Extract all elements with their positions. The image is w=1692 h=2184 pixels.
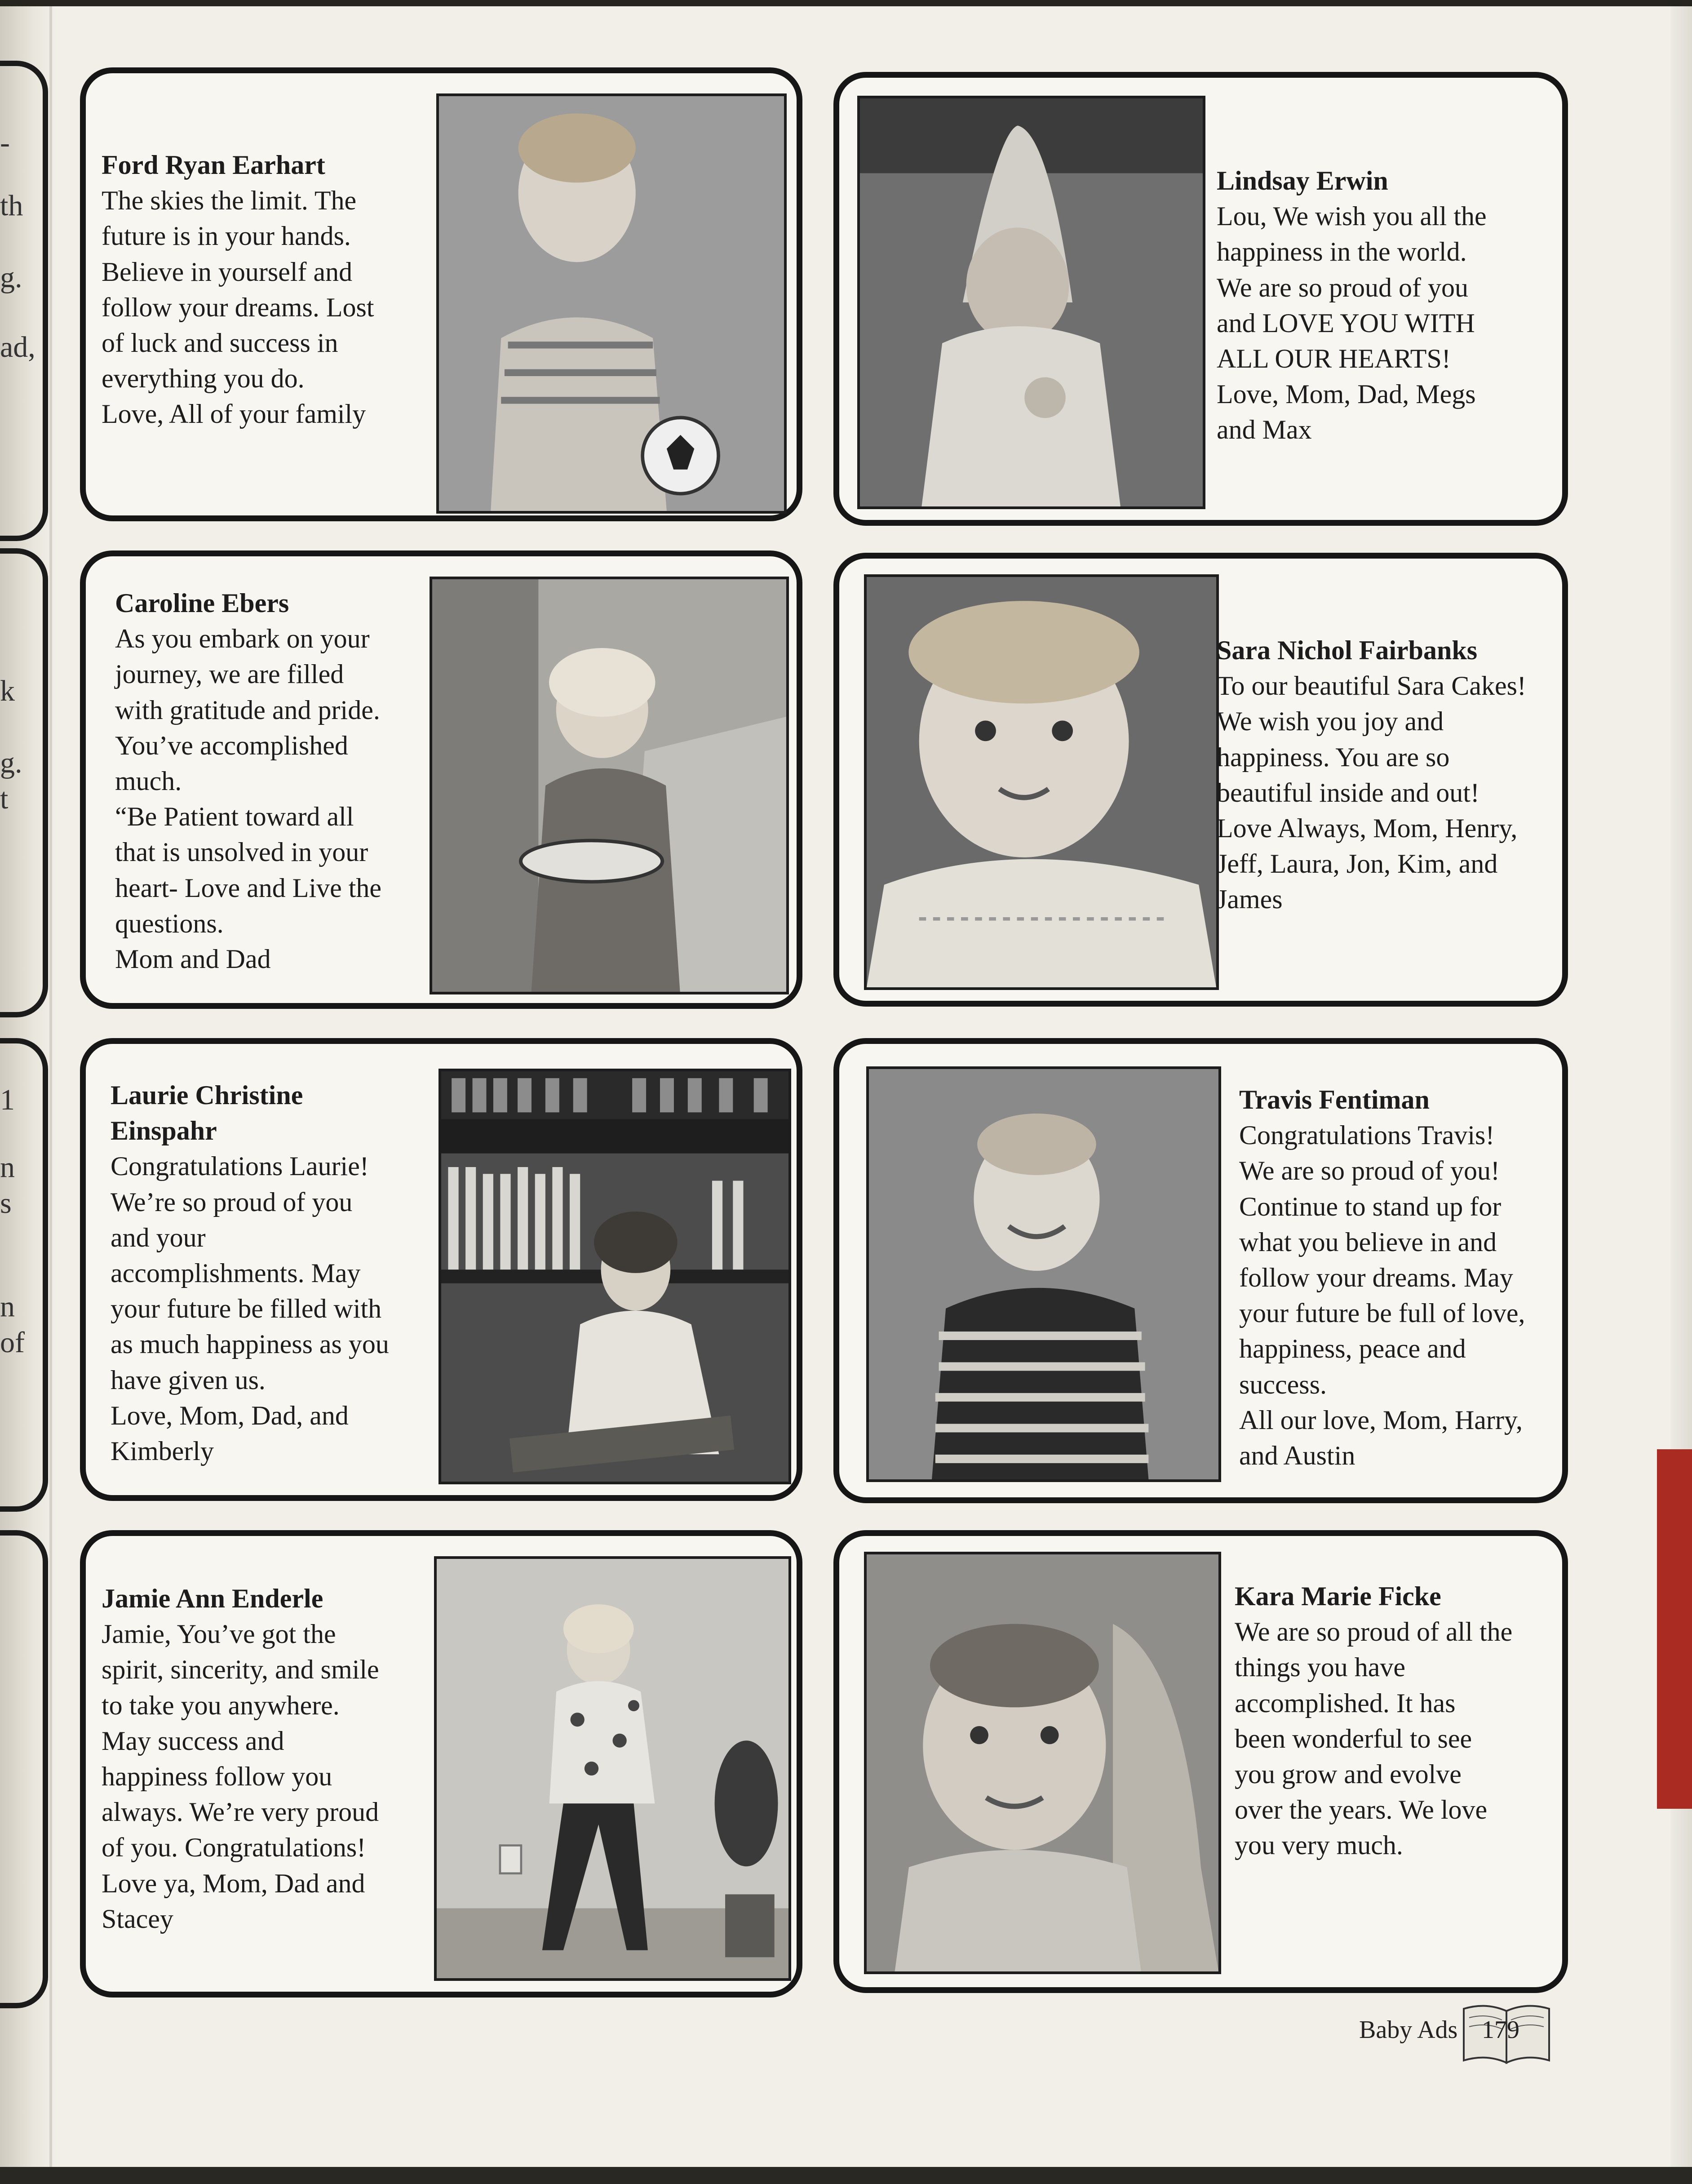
baby-portrait-photo	[867, 1554, 1218, 1971]
prev-page-fragment: s	[0, 1187, 12, 1220]
ad-text	[111, 1078, 425, 1469]
ad-message: We are so proud of all the things you have accomplished. It has been wonderful to see you grow and evolve over the years. We love you very much.	[1235, 1617, 1513, 1860]
ad-text	[102, 147, 434, 432]
ad-text	[1235, 1579, 1563, 1864]
baby-in-grass-photo	[860, 98, 1203, 506]
ad-message: As you embark on your journey, we are filled with gratitude and pride. You’ve accomplished much. “Be Patient toward all that is unsolved in your heart- Love and Live the questions. Mom and Dad	[115, 624, 382, 974]
ad-name: Laurie Christine Einspahr	[111, 1080, 303, 1146]
ad-message: Congratulations Travis! We are so proud of you! Continue to stand up for what you believe in and follow your dreams. May your future be full of love, happiness, peace and success. All our love, Mom, Harry, and Austin	[1239, 1120, 1525, 1470]
page-edge	[1670, 0, 1692, 2184]
ad-name: Ford Ryan Earhart	[102, 150, 325, 180]
girl-standing-photo	[437, 1559, 788, 1978]
ad-name: Caroline Ebers	[115, 588, 289, 618]
baby-photo	[857, 96, 1205, 509]
baby-photo	[434, 1556, 791, 1981]
red-section-tab	[1657, 1449, 1692, 1809]
baby-photo	[436, 93, 787, 514]
prev-page-fragment: k	[0, 675, 15, 707]
prev-page-fragment: n	[0, 1151, 15, 1184]
prev-page-fragment: th	[0, 189, 23, 222]
girl-by-bookshelf-photo	[441, 1071, 788, 1482]
ad-message: Lou, We wish you all the happiness in the world. We are so proud of you and LOVE YOU WITH ALL OUR HEARTS! Love, Mom, Dad, Megs and Max	[1217, 201, 1487, 445]
prev-page-frame-4	[0, 1530, 48, 2008]
page-number: 179	[1482, 2016, 1519, 2044]
scan-top-edge	[0, 0, 1692, 6]
baby-ad-ford-ryan-earhart	[80, 67, 802, 521]
boy-striped-shirt-photo	[869, 1069, 1218, 1479]
ad-message: To our beautiful Sara Cakes! We wish you joy and happiness. You are so beautiful inside and out! Love Always, Mom, Henry, Jeff, Laura, Jon, Kim, and James	[1217, 671, 1526, 914]
prev-page-fragment: g.	[0, 261, 22, 294]
scan-bottom-edge	[0, 2167, 1692, 2184]
ad-text	[1217, 633, 1572, 918]
baby-photo	[864, 574, 1219, 990]
ad-message: The skies the limit. The future is in your hands. Believe in yourself and follow your dreams. Lost of luck and success in everything you do. Love, All of your family	[102, 186, 374, 429]
ad-name: Jamie Ann Enderle	[102, 1584, 323, 1613]
section-label: Baby Ads	[1359, 2016, 1458, 2044]
ad-name: Sara Nichol Fairbanks	[1217, 635, 1478, 665]
ad-text	[1217, 163, 1558, 448]
ad-name: Kara Marie Ficke	[1235, 1581, 1441, 1611]
ad-text	[102, 1581, 425, 1937]
girl-with-plate-photo	[432, 579, 786, 992]
baby-ad-sara-nichol-fairbanks	[833, 553, 1568, 1007]
baby-photo	[864, 1552, 1221, 1974]
baby-ad-caroline-ebers	[80, 550, 802, 1009]
prev-page-fragment: n	[0, 1290, 15, 1323]
baby-ad-kara-marie-ficke	[833, 1530, 1568, 1993]
baby-photo	[430, 577, 789, 994]
prev-page-fragment: ad,	[0, 331, 35, 364]
prev-page-fragment: -	[0, 126, 10, 159]
gutter-line	[49, 0, 52, 2184]
baby-ad-laurie-christine-einspahr	[80, 1038, 802, 1501]
baby-ad-lindsay-erwin	[833, 72, 1568, 526]
ad-name: Travis Fentiman	[1239, 1085, 1430, 1114]
ad-text	[1239, 1082, 1567, 1474]
baby-photo	[866, 1066, 1221, 1482]
ad-text	[115, 586, 425, 977]
ad-message: Congratulations Laurie! We’re so proud of you and your accomplishments. May your future be filled with as much happiness as you have given us. Love, Mom, Dad, and Kimberly	[111, 1151, 389, 1466]
baby-ad-jamie-ann-enderle	[80, 1530, 802, 1998]
toddler-portrait-photo	[867, 577, 1216, 987]
prev-page-fragment: 1	[0, 1083, 15, 1116]
boy-with-ball-photo	[439, 96, 784, 511]
baby-ad-travis-fentiman	[833, 1038, 1568, 1503]
prev-page-fragment: g.	[0, 746, 22, 779]
ad-name: Lindsay Erwin	[1217, 166, 1388, 195]
prev-page-fragment: t	[0, 782, 9, 815]
ad-message: Jamie, You’ve got the spirit, sincerity, and smile to take you anywhere. May success and happiness follow you always. We’re very proud of you. Congratulations! Love ya, Mom, Dad and Stacey	[102, 1619, 379, 1934]
prev-page-fragment: of	[0, 1326, 25, 1359]
baby-photo	[439, 1069, 791, 1484]
